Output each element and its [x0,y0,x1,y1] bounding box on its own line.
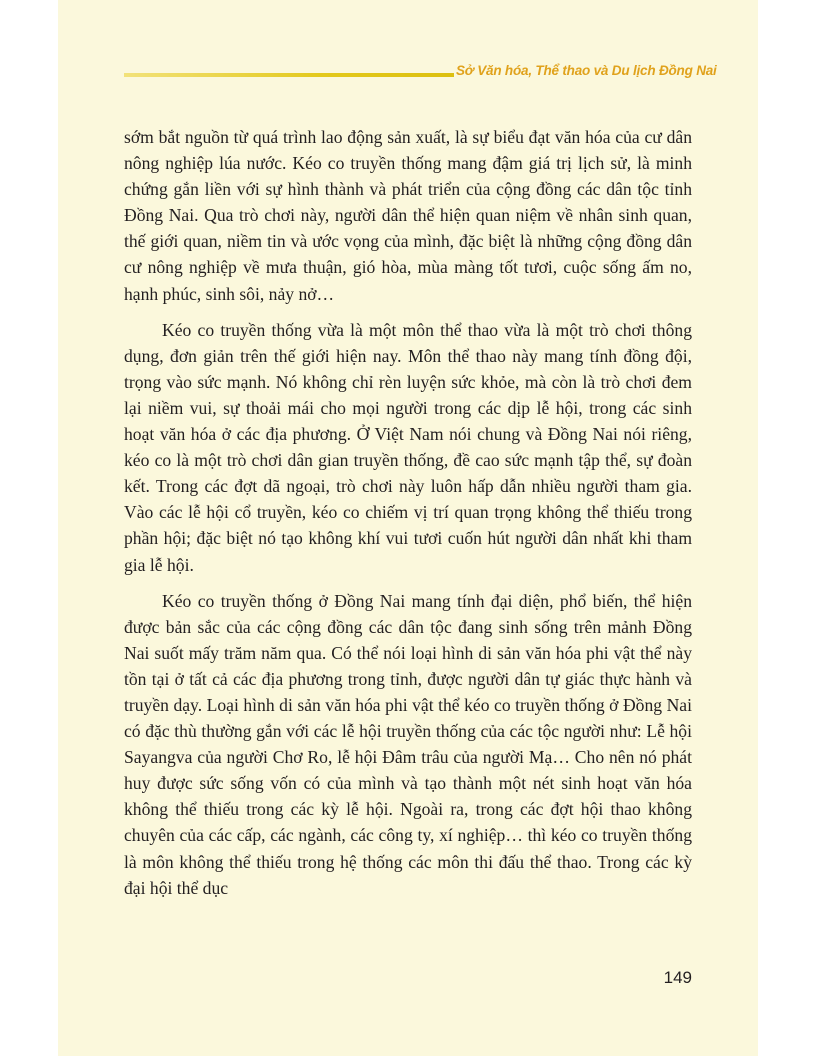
paragraph-2: Kéo co truyền thống vừa là một môn thể thao vừa là một trò chơi thông dụng, đơn giản trên thế giới hiện nay. Môn thể thao này mang tính đồng đội, trọng vào sức mạnh. Nó không chỉ rèn luyện sức khỏe, mà còn là trò chơi đem lại niềm vui, sự thoải mái cho mọi người trong các dịp lễ hội, trong các sinh hoạt văn hóa ở các địa phương. Ở Việt Nam nói chung và Đồng Nai nói riêng, kéo co là một trò chơi dân gian truyền thống, đề cao sức mạnh tập thể, sự đoàn kết. Trong các đợt dã ngoại, trò chơi này luôn hấp dẫn nhiều người tham gia. Vào các lễ hội cổ truyền, kéo co chiếm vị trí quan trọng không thể thiếu trong phần hội; đặc biệt nó tạo không khí vui tươi cuốn hút người dân nhất khi tham gia lễ hội. [124,319,692,575]
header-rule [124,73,454,77]
body-text [124,124,692,901]
running-header-title: Sở Văn hóa, Thể thao và Du lịch Đồng Nai [456,63,717,78]
paragraph-3: Kéo co truyền thống ở Đồng Nai mang tính đại diện, phổ biến, thể hiện được bản sắc của các cộng đồng các dân tộc đang sinh sống trên mảnh Đồng Nai suốt mấy trăm năm qua. Có thể nói loại hình di sản văn hóa phi vật thể này tồn tại ở tất cả các địa phương trong tỉnh, được người dân tự giác thực hành và truyền dạy. Loại hình di sản văn hóa phi vật thể kéo co truyền thống ở Đồng Nai có đặc thù thường gắn với các lễ hội truyền thống của các tộc người như: Lễ hội Sayangva của người Chơ Ro, lễ hội Đâm trâu của người Mạ… Cho nên nó phát huy được sức sống vốn có của mình và tạo thành một nét sinh hoạt văn hóa không thể thiếu trong các kỳ lễ hội. Ngoài ra, trong các đợt hội thao không chuyên của các cấp, các ngành, các công ty, xí nghiệp… thì kéo co truyền thống là môn không thể thiếu trong hệ thống các môn thi đấu thể thao. Trong các kỳ đại hội thể dục [124,590,692,898]
paragraph-1: sớm bắt nguồn từ quá trình lao động sản xuất, là sự biểu đạt văn hóa của cư dân nông nghiệp lúa nước. Kéo co truyền thống mang đậm giá trị lịch sử, là minh chứng gắn liền với sự hình thành và phát triển của cộng đồng các dân tộc tỉnh Đồng Nai. Qua trò chơi này, người dân thể hiện quan niệm về nhân sinh quan, thế giới quan, niềm tin và ước vọng của mình, đặc biệt là những cộng đồng dân cư nông nghiệp về mưa thuận, gió hòa, mùa màng tốt tươi, cuộc sống ấm no, hạnh phúc, sinh sôi, nảy nở… [124,127,692,304]
page-number: 149 [663,968,692,987]
